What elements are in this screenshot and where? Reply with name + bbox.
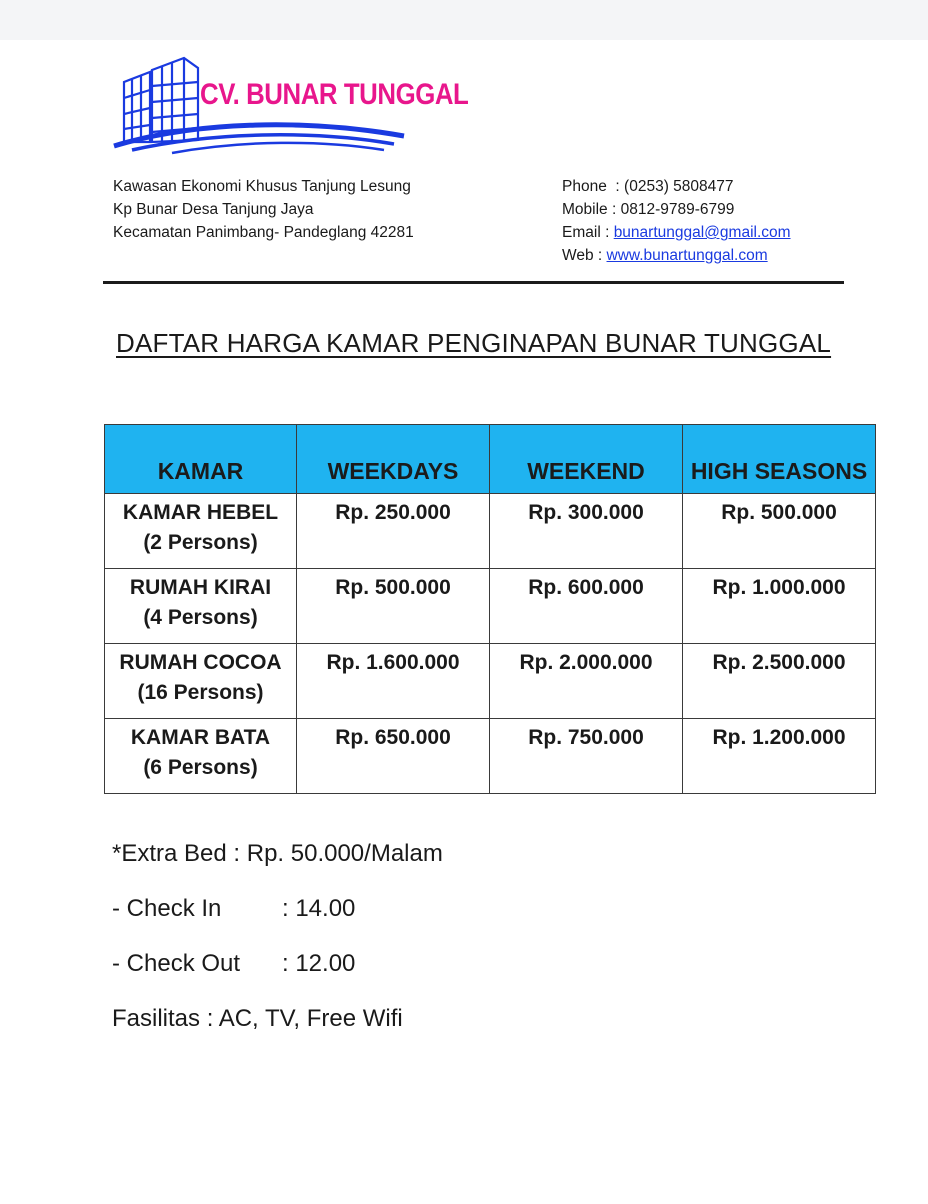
company-name: CV. BUNAR TUNGGAL (200, 78, 469, 111)
header-weekdays: WEEKDAYS (297, 425, 490, 494)
table-row (105, 644, 876, 719)
web-label: Web : (562, 247, 607, 264)
price-weekend: Rp. 600.000 (490, 569, 683, 644)
web-link[interactable]: www.bunartunggal.com (606, 247, 768, 264)
notes-section (112, 840, 443, 1060)
room-name: RUMAH COCOA (119, 651, 282, 674)
room-cell (105, 494, 297, 569)
web-line (562, 244, 791, 267)
company-contact (562, 175, 791, 267)
room-capacity: (16 Persons) (137, 681, 264, 704)
price-weekdays: Rp. 500.000 (297, 569, 490, 644)
room-capacity: (2 Persons) (143, 531, 258, 554)
facilities-note: Fasilitas : AC, TV, Free Wifi (112, 1005, 403, 1032)
header-divider (103, 281, 844, 284)
phone-line (562, 175, 791, 198)
mobile-line (562, 198, 791, 221)
price-high-seasons: Rp. 1.200.000 (683, 719, 876, 794)
mobile-value: 0812-9789-6799 (620, 201, 735, 218)
check-in-line (112, 895, 443, 950)
phone-value: (0253) 5808477 (624, 178, 734, 195)
price-weekend: Rp. 750.000 (490, 719, 683, 794)
check-in-value: : 14.00 (282, 895, 356, 922)
address-line: Kp Bunar Desa Tanjung Jaya (113, 201, 314, 218)
price-weekdays: Rp. 250.000 (297, 494, 490, 569)
header-weekend: WEEKEND (490, 425, 683, 494)
check-out-value: : 12.00 (282, 950, 356, 977)
room-name: RUMAH KIRAI (129, 576, 272, 599)
check-out-label: - Check Out (112, 950, 241, 977)
table-header-row (105, 425, 876, 494)
room-name: KAMAR BATA (130, 726, 271, 749)
table-row (105, 719, 876, 794)
document-title: DAFTAR HARGA KAMAR PENGINAPAN BUNAR TUNGGAL (116, 328, 832, 358)
price-weekend: Rp. 300.000 (490, 494, 683, 569)
header-kamar: KAMAR (105, 425, 297, 494)
room-capacity: (4 Persons) (143, 606, 258, 629)
extra-bed-note: *Extra Bed : Rp. 50.000/Malam (112, 840, 443, 867)
price-high-seasons: Rp. 2.500.000 (683, 644, 876, 719)
check-in-label: - Check In (112, 895, 222, 922)
room-cell (105, 569, 297, 644)
room-cell (105, 719, 297, 794)
price-table (104, 424, 876, 794)
header-high-seasons: HIGH SEASONS (683, 425, 876, 494)
room-cell (105, 644, 297, 719)
email-line (562, 221, 791, 244)
room-capacity: (6 Persons) (143, 756, 258, 779)
check-out-line (112, 950, 443, 1005)
price-weekdays: Rp. 650.000 (297, 719, 490, 794)
phone-label: Phone : (562, 178, 625, 195)
table-row (105, 569, 876, 644)
company-address (113, 175, 414, 244)
email-link[interactable]: bunartunggal@gmail.com (613, 224, 791, 241)
price-high-seasons: Rp. 500.000 (683, 494, 876, 569)
price-high-seasons: Rp. 1.000.000 (683, 569, 876, 644)
room-name: KAMAR HEBEL (122, 501, 279, 524)
table-row (105, 494, 876, 569)
mobile-label: Mobile : (562, 201, 621, 218)
price-weekdays: Rp. 1.600.000 (297, 644, 490, 719)
email-label: Email : (562, 224, 614, 241)
address-line: Kawasan Ekonomi Khusus Tanjung Lesung (113, 178, 411, 195)
price-weekend: Rp. 2.000.000 (490, 644, 683, 719)
address-line: Kecamatan Panimbang- Pandeglang 42281 (113, 224, 414, 241)
company-logo (112, 52, 469, 156)
top-band (0, 0, 928, 40)
